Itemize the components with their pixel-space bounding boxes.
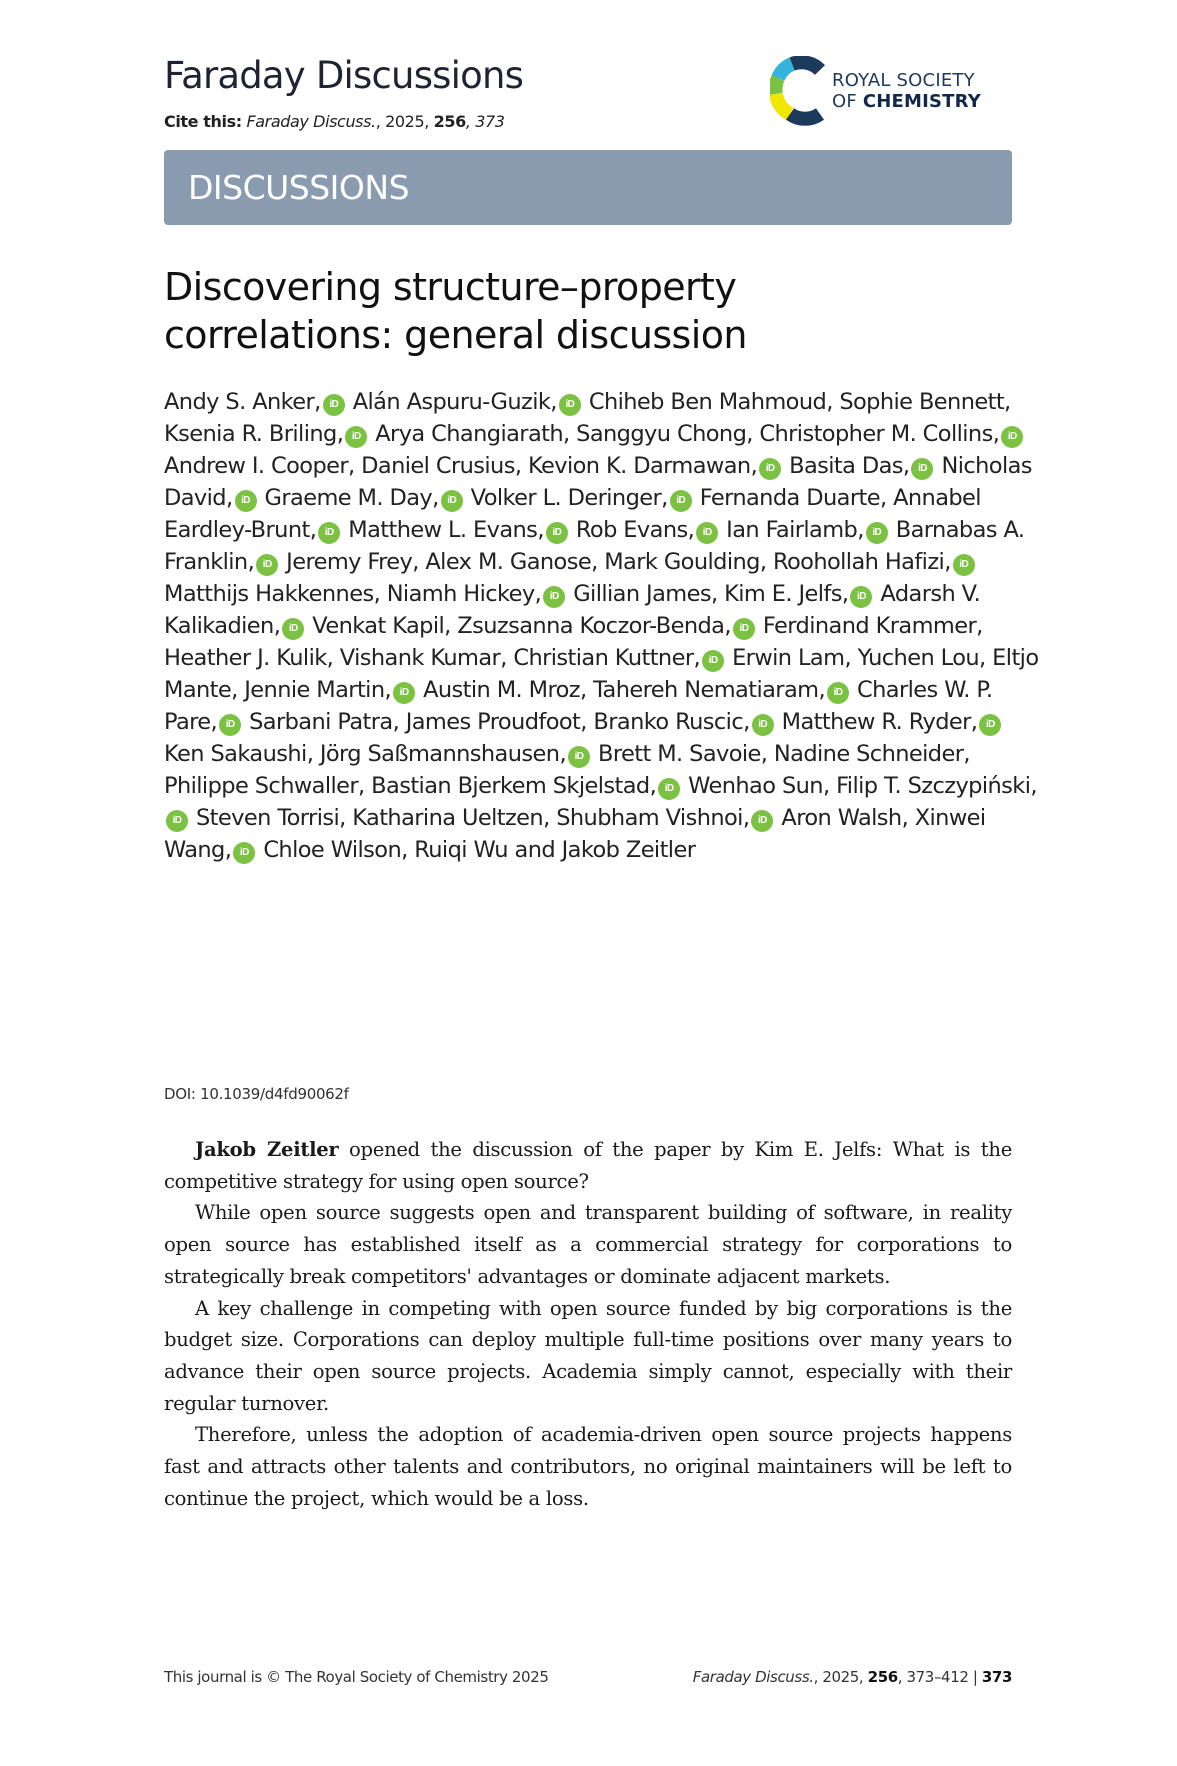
author-name[interactable]: Sophie Bennett: [839, 389, 1005, 415]
footer-year: , 2025,: [813, 1668, 868, 1686]
orcid-icon[interactable]: iD: [441, 490, 463, 512]
author-name[interactable]: Christopher M. Collins: [759, 421, 993, 447]
orcid-icon[interactable]: iD: [568, 746, 590, 768]
orcid-icon[interactable]: iD: [759, 458, 781, 480]
author-name[interactable]: Ian Fairlamb: [726, 517, 858, 543]
author-name[interactable]: Sarbani Patra: [249, 709, 393, 735]
author-name[interactable]: Vishank Kumar: [339, 645, 501, 671]
footer-pages: , 373–412: [897, 1668, 969, 1686]
author-name[interactable]: Matthew R. Ryder: [781, 709, 971, 735]
author-list: Andy S. Anker, iD Alán Aspuru-Guzik, iD Chiheb Ben Mahmoud, Sophie Bennett, Ksenia R. Briling, iD Arya Changiarath, Sanggyu Chong, Christopher M. Collins, iDAndrew I. Cooper, Daniel Crusius, Kevion K. Darmawan, iD Basita Das, iD Nicholas David, iD Graeme M. Day, iD Volker L. Deringer, iD Fernanda Duarte, Annabel Eardley-Brunt, iD Matthew L. Evans, iD Rob Evans, iD Ian Fairlamb, iD Barnabas A. Franklin, iD Jeremy Frey, Alex M. Ganose, Mark Goulding, Roohollah Hafizi, iDMatthijs Hakkennes, Niamh Hickey, iD Gillian James, Kim E. Jelfs, iD Adarsh V. Kalikadien, iD Venkat Kapil, Zsuzsanna Koczor-Benda, iD Ferdinand Krammer, Heather J. Kulik, Vishank Kumar, Christian Kuttner, iD Erwin Lam, Yuchen Lou, Eltjo Mante, Jennie Martin, iD Austin M. Mroz, Tahereh Nematiaram, iD Charles W. P. Pare, iD Sarbani Patra, James Proudfoot, Branko Ruscic, iD Matthew R. Ryder, iDKen Sakaushi, Jörg Saßmannshausen, iD Brett M. Savoie, Nadine Schneider, Philippe Schwaller, Bastian Bjerkem Skjelstad, iD Wenhao Sun, Filip T. Szczypiński,iD Steven Torrisi, Katharina Ueltzen, Shubham Vishnoi, iD Aron Walsh, Xinwei Wang, iD Chloe Wilson, Ruiqi Wu and Jakob Zeitler: [164, 389, 1039, 863]
author-name[interactable]: Sanggyu Chong: [576, 421, 747, 447]
author-name[interactable]: James Proudfoot: [405, 709, 581, 735]
author-name[interactable]: Branko Ruscic: [593, 709, 744, 735]
orcid-icon[interactable]: iD: [233, 842, 255, 864]
author-name[interactable]: Bastian Bjerkem Skjelstad: [371, 773, 650, 799]
author-name[interactable]: Nadine Schneider: [773, 741, 964, 767]
orcid-icon[interactable]: iD: [345, 426, 367, 448]
orcid-icon[interactable]: iD: [696, 522, 718, 544]
publisher-logo[interactable]: [770, 56, 1015, 126]
author-name[interactable]: Aron Walsh: [781, 805, 902, 831]
page-number: 373: [981, 1668, 1012, 1686]
author-name[interactable]: Austin M. Mroz: [423, 677, 580, 703]
title-line-1: Discovering structure–property: [164, 265, 737, 309]
paragraph-1: [164, 1134, 1012, 1197]
orcid-icon[interactable]: iD: [752, 714, 774, 736]
author-name[interactable]: Tahereh Nematiaram: [593, 677, 819, 703]
cite-journal: Faraday Discuss.: [246, 112, 376, 131]
author-name[interactable]: Fernanda Duarte: [699, 485, 880, 511]
author-name[interactable]: Jennie Martin: [244, 677, 385, 703]
author-name[interactable]: Heather J. Kulik: [164, 645, 327, 671]
cite-label: Cite this:: [164, 112, 242, 131]
cite-page: , 373: [465, 112, 505, 131]
author-name[interactable]: Jörg Saßmannshausen: [319, 741, 560, 767]
orcid-icon[interactable]: iD: [866, 522, 888, 544]
orcid-icon[interactable]: iD: [235, 490, 257, 512]
author-name[interactable]: Arya Changiarath: [375, 421, 564, 447]
paragraph-3: A key challenge in competing with open source funded by big corporations is the budget size. Corporations can deploy multiple full-time positions over many years to advance their open source projects. Academia simply cannot, especially with their regular turnover.: [164, 1296, 1012, 1415]
author-name[interactable]: Zsuzsanna Koczor-Benda: [457, 613, 725, 639]
orcid-icon[interactable]: iD: [219, 714, 241, 736]
orcid-icon[interactable]: iD: [282, 618, 304, 640]
page-footer: [164, 1668, 1012, 1686]
orcid-icon[interactable]: iD: [256, 554, 278, 576]
orcid-icon[interactable]: iD: [559, 394, 581, 416]
article-title: [164, 263, 1024, 359]
cite-volume: 256: [433, 112, 466, 131]
orcid-icon[interactable]: iD: [323, 394, 345, 416]
orcid-icon[interactable]: iD: [979, 714, 1001, 736]
speaker-name: Jakob Zeitler: [195, 1138, 339, 1161]
orcid-icon[interactable]: iD: [733, 618, 755, 640]
author-name[interactable]: Filip T. Szczypiński: [836, 773, 1031, 799]
publisher-line2: [832, 91, 981, 112]
orcid-icon[interactable]: iD: [850, 586, 872, 608]
doi-link[interactable]: DOI: 10.1039/d4fd90062f: [164, 1085, 349, 1103]
footer-journal: Faraday Discuss.: [692, 1668, 814, 1686]
author-name[interactable]: Matthew L. Evans: [348, 517, 538, 543]
rsc-logo-icon: [770, 56, 830, 126]
author-name[interactable]: Xinwei Wang: [164, 805, 986, 863]
author-name[interactable]: Ken Sakaushi: [164, 741, 307, 767]
author-name[interactable]: Mark Goulding: [604, 549, 760, 575]
orcid-icon[interactable]: iD: [670, 490, 692, 512]
publisher-line1: ROYAL SOCIETY: [832, 70, 975, 91]
author-name[interactable]: Adarsh V. Kalikadien: [164, 581, 981, 639]
author-name[interactable]: Andrew I. Cooper: [164, 453, 349, 479]
author-name[interactable]: Katharina Ueltzen: [352, 805, 544, 831]
orcid-icon[interactable]: iD: [953, 554, 975, 576]
orcid-icon[interactable]: iD: [911, 458, 933, 480]
orcid-icon[interactable]: iD: [543, 586, 565, 608]
author-name[interactable]: Steven Torrisi: [196, 805, 340, 831]
author-name[interactable]: Gillian James: [573, 581, 711, 607]
author-name[interactable]: Erwin Lam: [732, 645, 845, 671]
orcid-icon[interactable]: iD: [166, 810, 188, 832]
author-name[interactable]: Christian Kuttner: [513, 645, 694, 671]
article-body: [164, 1134, 1012, 1514]
author-name[interactable]: Alex M. Ganose: [425, 549, 592, 575]
journal-title: Faraday Discussions: [164, 54, 524, 97]
orcid-icon[interactable]: iD: [393, 682, 415, 704]
publisher-line2-prefix: OF: [832, 91, 863, 112]
author-name[interactable]: Ferdinand Krammer: [762, 613, 977, 639]
section-label: DISCUSSIONS: [188, 168, 410, 207]
paragraph-1-text: opened the discussion of the paper by Kim E. Jelfs: What is the competitive strategy for using open source?: [164, 1138, 1012, 1193]
author-name[interactable]: Shubham Vishnoi: [556, 805, 743, 831]
cite-year: , 2025,: [375, 112, 434, 131]
orcid-icon[interactable]: iD: [318, 522, 340, 544]
footer-separator: |: [968, 1668, 982, 1686]
author-name[interactable]: Ksenia R. Briling: [164, 421, 337, 447]
orcid-icon[interactable]: iD: [702, 650, 724, 672]
author-name[interactable]: Chloe Wilson: [263, 837, 402, 863]
author-name[interactable]: Kim E. Jelfs: [724, 581, 842, 607]
footer-volume: 256: [867, 1668, 898, 1686]
orcid-icon[interactable]: iD: [658, 778, 680, 800]
author-name[interactable]: Niamh Hickey: [386, 581, 535, 607]
author-name[interactable]: Rob Evans: [575, 517, 688, 543]
author-name[interactable]: Daniel Crusius: [361, 453, 515, 479]
author-name[interactable]: Nicholas David: [164, 453, 1032, 511]
footer-citation: [693, 1668, 1012, 1686]
author-name[interactable]: Graeme M. Day: [264, 485, 433, 511]
author-name[interactable]: Jeremy Frey: [286, 549, 413, 575]
orcid-icon[interactable]: iD: [827, 682, 849, 704]
author-name[interactable]: Andy S. Anker: [164, 389, 315, 415]
author-name[interactable]: Ruiqi Wu: [414, 837, 508, 863]
author-name[interactable]: Charles W. P. Pare: [164, 677, 993, 735]
orcid-icon[interactable]: iD: [751, 810, 773, 832]
copyright: This journal is © The Royal Society of Chemistry 2025: [164, 1668, 549, 1686]
section-banner: [164, 150, 1012, 225]
paragraph-4: Therefore, unless the adoption of academia-driven open source projects happens fast and attracts other talents and contributors, no original maintainers will be left to continue the project, which would be a loss.: [164, 1423, 1012, 1510]
author-name[interactable]: Alán Aspuru-Guzik: [352, 389, 551, 415]
orcid-icon[interactable]: iD: [1001, 426, 1023, 448]
author-name[interactable]: Basita Das: [789, 453, 903, 479]
author-name[interactable]: Brett M. Savoie: [598, 741, 761, 767]
author-name[interactable]: Chiheb Ben Mahmoud: [588, 389, 827, 415]
author-name[interactable]: Volker L. Deringer: [470, 485, 662, 511]
author-name[interactable]: Venkat Kapil: [312, 613, 445, 639]
citation-line: [164, 112, 505, 131]
author-name[interactable]: Kevion K. Darmawan: [527, 453, 751, 479]
title-line-2: correlations: general discussion: [164, 313, 747, 357]
author-name[interactable]: Yuchen Lou: [857, 645, 980, 671]
orcid-icon[interactable]: iD: [546, 522, 568, 544]
author-name[interactable]: Wenhao Sun: [688, 773, 823, 799]
publisher-name: [832, 70, 981, 112]
author-name[interactable]: Philippe Schwaller: [164, 773, 359, 799]
author-name[interactable]: Matthijs Hakkennes: [164, 581, 374, 607]
author-name[interactable]: Eltjo Mante: [164, 645, 1039, 703]
paragraph-2: While open source suggests open and transparent building of software, in reality open source has established itself as a commercial strategy for corporations to strategically break competitors' advantages or dominate adjacent markets.: [164, 1201, 1012, 1288]
author-name[interactable]: Jakob Zeitler: [561, 837, 696, 863]
author-name[interactable]: Barnabas A. Franklin: [164, 517, 1025, 575]
author-name[interactable]: Roohollah Hafizi: [772, 549, 945, 575]
author-name[interactable]: Annabel Eardley-Brunt: [164, 485, 981, 543]
publisher-line2-bold: CHEMISTRY: [862, 91, 981, 112]
